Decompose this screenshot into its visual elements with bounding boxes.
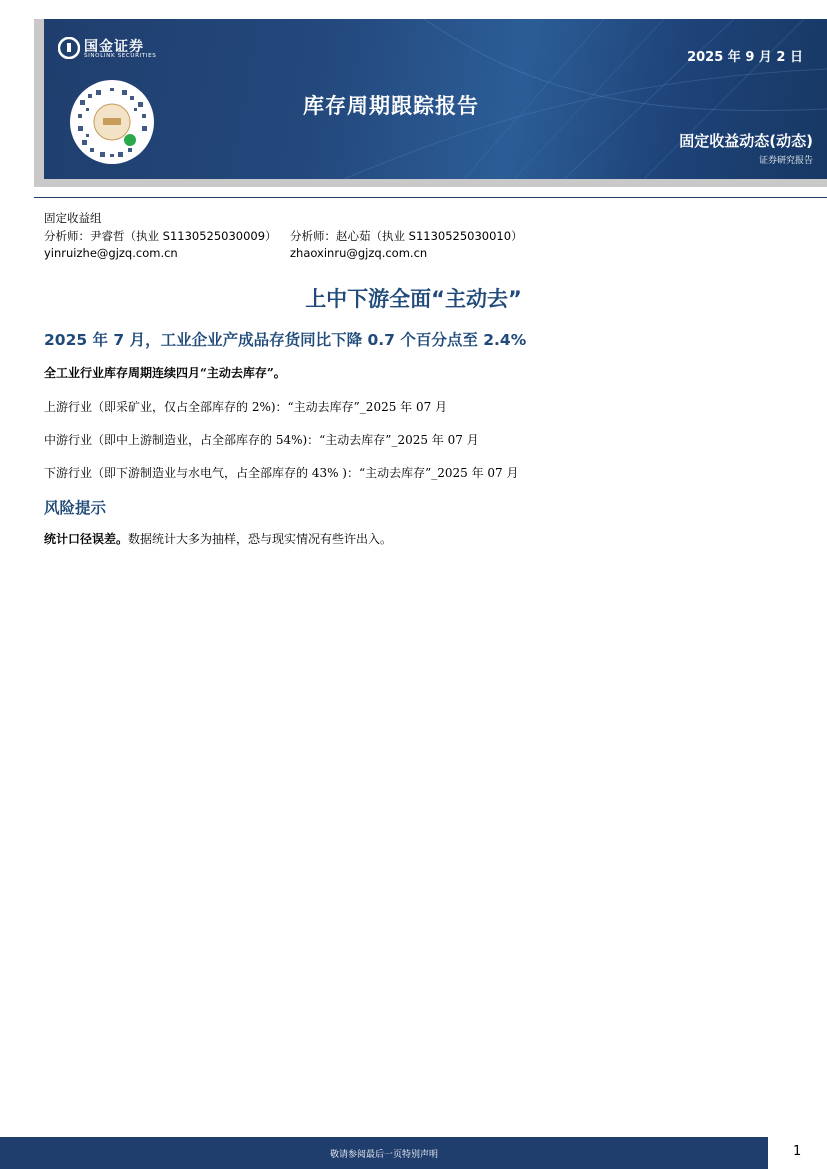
headline: 上中下游全面“主动去” [305,287,522,311]
page-number: 1 [793,1144,802,1159]
upstream-paragraph: 上游行业（即采矿业，仅占全部库存的 2%)：“主动去库存”_2025 年 07 月 [44,400,448,414]
midstream-paragraph: 中游行业（即中上游制造业，占全部库存的 54%)：“主动去库存”_2025 年 07 月 [44,433,479,447]
risk-paragraph [44,530,392,547]
team-name: 固定收益组 [44,211,102,225]
lead-paragraph: 全工业行业库存周期连续四月“主动去库存”。 [44,366,286,380]
footer-disclaimer: 敬请参阅最后一页特别声明 [329,1150,438,1160]
analyst-1-email[interactable]: yinruizhe@gjzq.com.cn [44,246,178,260]
risk-bold: 统计口径误差。 [44,532,129,546]
analyst-2: 分析师：赵心茹（执业 S1130525030010） [290,229,523,243]
header-divider [34,197,827,198]
report-date: 2025 年 9 月 2 日 [687,50,803,65]
analyst-2-email[interactable]: zhaoxinru@gjzq.com.cn [290,246,428,260]
qr-code [70,80,154,164]
report-type: 固定收益动态(动态) [679,132,813,150]
logo-text: 国金证券 [84,39,144,55]
report-category: 证券研究报告 [758,156,813,166]
logo-english: SINOLINK SECURITIES [84,53,157,59]
downstream-paragraph: 下游行业（即下游制造业与水电气，占全部库存的 43% )：“主动去库存”_2025 年 07 月 [44,466,519,480]
qr-code-icon [70,80,154,164]
report-title: 库存周期跟踪报告 [303,94,479,118]
subheadline: 2025 年 7 月，工业企业产成品存货同比下降 0.7 个百分点至 2.4% [44,331,527,349]
risk-title: 风险提示 [44,499,107,517]
analyst-1: 分析师：尹睿哲（执业 S1130525030009） [44,229,277,243]
risk-text: 数据统计大多为抽样，恐与现实情况有些许出入。 [128,532,393,546]
logo-icon [58,37,80,59]
